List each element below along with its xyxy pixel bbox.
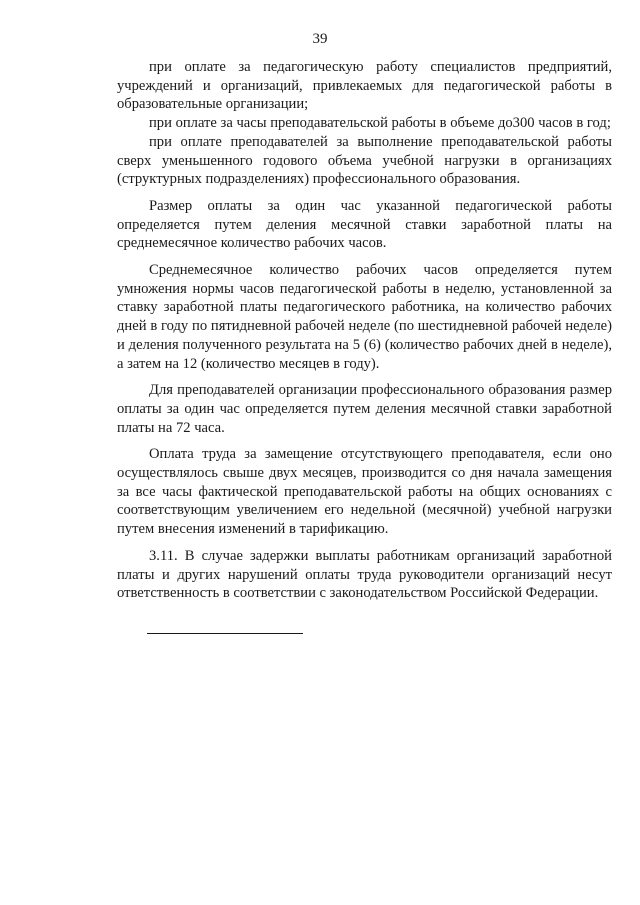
paragraph-reduced-load: при оплате преподавателей за выполнение преподавательской работы сверх уменьшенного годового объема учебной нагрузки в организациях (структурных подразделениях) профессионального образования. [117, 133, 612, 188]
paragraph-substitution-pay: Оплата труда за замещение отсутствующего преподавателя, если оно осуществлялось свыше двух месяцев, производится со дня начала замещения за все часы фактической преподавательской работы на общих основаниях с соответствующим увеличением его недельной (месячной) учебной нагрузки путем внесения изменений в тарификацию. [117, 446, 612, 538]
paragraph-specialists-payment: при оплате за педагогическую работу специалистов предприятий, учреждений и организаций, привлекаемых для педагогической работы в образовательные организации; [117, 59, 612, 113]
document-body [117, 58, 612, 611]
page-number: 39 [312, 31, 328, 47]
paragraph-section-3-11: 3.11. В случае задержки выплаты работникам организаций заработной платы и других нарушений оплаты труда руководители организаций несут ответственность в соответствии с законодательством Российской Федерации. [117, 547, 612, 602]
paragraph-hourly-rate: Размер оплаты за один час указанной педагогической работы определяется путем деления месячной ставки заработной платы на среднемесячное количество рабочих часов. [117, 197, 612, 252]
closing-rule [147, 633, 303, 634]
paragraph-monthly-hours: Среднемесячное количество рабочих часов определяется путем умножения нормы часов педагогической работы в неделю, установленной за ставку заработной платы педагогического работника, на количество рабочих дней в году по пятидневной рабочей неделе (по шестидневной рабочей неделе) и деления полученного результата на 5 (6) (количество рабочих дней в неделе), а затем на 12 (количество месяцев в году). [117, 262, 612, 372]
paragraph-hours-limit: при оплате за часы преподавательской работы в объеме до300 часов в год; [149, 115, 611, 132]
paragraph-professional-education-rate: Для преподавателей организации профессионального образования размер оплаты за один час определяется путем деления месячной ставки заработной платы на 72 часа. [117, 382, 612, 436]
